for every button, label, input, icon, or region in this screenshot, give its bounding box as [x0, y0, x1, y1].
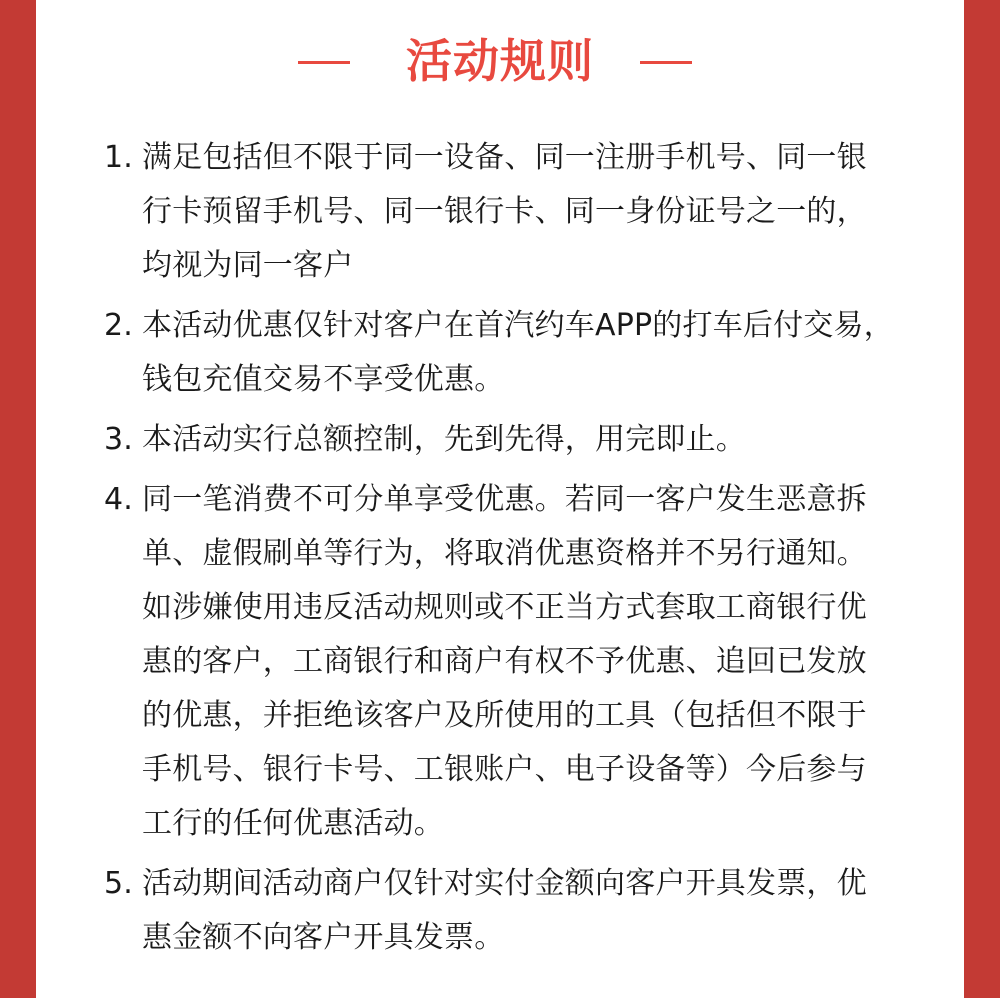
page-title: 活动规则: [406, 34, 594, 88]
rule-item-2: [104, 299, 894, 407]
rules-list: [104, 131, 894, 971]
title-right-dash: [640, 61, 692, 64]
rule-number: 1.: [104, 140, 134, 175]
rule-item-5: [104, 857, 894, 965]
rule-number: 5.: [104, 866, 134, 901]
rule-item-4: [104, 473, 894, 851]
title-row: [36, 28, 964, 98]
rules-panel: [36, 0, 964, 998]
rule-number: 3.: [104, 422, 134, 457]
rule-item-3: [104, 413, 894, 467]
rule-text: 本活动优惠仅针对客户在首汽约车APP的打车后付交易，钱包充值交易不享受优惠。: [142, 308, 894, 397]
rule-text: 满足包括但不限于同一设备、同一注册手机号、同一银行卡预留手机号、同一银行卡、同一身份证号之一的，均视为同一客户: [142, 140, 867, 283]
rule-number: 4.: [104, 482, 134, 517]
rule-text: 同一笔消费不可分单享受优惠。若同一客户发生恶意拆单、虚假刷单等行为，将取消优惠资格并不另行通知。如涉嫌使用违反活动规则或不正当方式套取工商银行优惠的客户，工商银行和商户有权不予优惠、追回已发放的优惠，并拒绝该客户及所使用的工具（包括但不限于手机号、银行卡号、工银账户、电子设备等）今后参与工行的任何优惠活动。: [142, 482, 867, 841]
rule-item-1: [104, 131, 894, 293]
rule-number: 2.: [104, 308, 134, 343]
rule-text: 本活动实行总额控制，先到先得，用完即止。: [142, 422, 746, 457]
rule-text: 活动期间活动商户仅针对实付金额向客户开具发票，优惠金额不向客户开具发票。: [142, 866, 867, 955]
